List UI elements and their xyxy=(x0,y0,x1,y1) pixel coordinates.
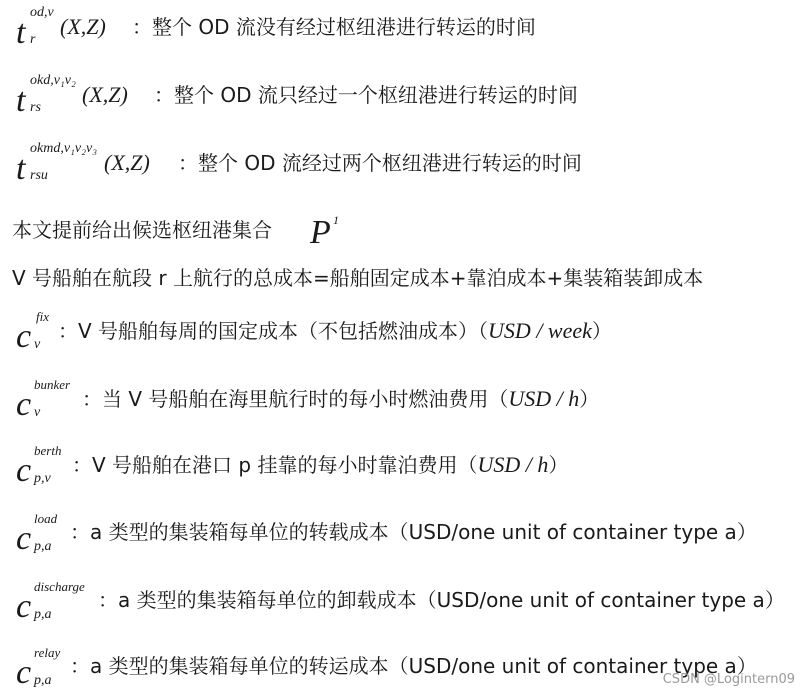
time-var-sup: od,v xyxy=(30,5,54,20)
cost-var-sub: p,a xyxy=(34,673,52,688)
cost-var-sub: v xyxy=(34,337,41,352)
time-var-sup: okd,v₁v₂ xyxy=(30,73,76,88)
cost-var-desc-text: ：V 号船舶每周的国定成本（不包括燃油成本）（ xyxy=(58,319,489,343)
total-cost-line: V 号船舶在航段 r 上航行的总成本=船舶固定成本+靠泊成本+集装箱装卸成本 xyxy=(12,266,704,290)
time-var-desc: ：整个 OD 流经过两个枢纽港进行转运的时间 xyxy=(178,151,582,175)
time-var-desc: ：整个 OD 流没有经过枢纽港进行转运的时间 xyxy=(132,15,536,39)
cost-var-tail: ） xyxy=(591,319,612,343)
cost-var-sup: bunker xyxy=(34,377,71,392)
cost-var-sup: discharge xyxy=(34,579,85,594)
cost-var-sub: v xyxy=(34,405,41,420)
time-var-args: (X,Z) xyxy=(104,150,150,175)
time-var-sup: okmd,v₁v₂v₃ xyxy=(30,141,98,156)
time-var-desc: ：整个 OD 流只经过一个枢纽港进行转运的时间 xyxy=(154,83,578,107)
cost-var-sup: berth xyxy=(34,443,62,458)
cost-var-sup: load xyxy=(34,511,58,526)
time-var-base: t xyxy=(16,82,26,119)
cost-var-unit: USD / h xyxy=(508,386,580,411)
cost-var-base: c xyxy=(16,588,32,625)
cost-var-desc-text: ：V 号船舶在港口 p 挂靠的每小时靠泊费用（ xyxy=(72,453,478,477)
time-var-args: (X,Z) xyxy=(60,14,106,39)
cost-var-base: c xyxy=(16,318,32,355)
cost-var-tail: ） xyxy=(548,453,569,477)
time-var-sub: r xyxy=(30,32,36,47)
hub-set-symbol: P xyxy=(310,214,331,251)
cost-var-desc xyxy=(82,388,599,410)
cost-var-sup: relay xyxy=(34,645,61,660)
time-var-sub: rsu xyxy=(30,168,48,183)
cost-var-desc: ：a 类型的集装箱每单位的转运成本（USD/one unit of container type a） xyxy=(70,654,757,678)
cost-var-desc: ：a 类型的集装箱每单位的转载成本（USD/one unit of container type a） xyxy=(70,520,757,544)
cost-var-sup: fix xyxy=(36,309,49,324)
time-var-base: t xyxy=(16,150,26,187)
cost-var-base: c xyxy=(16,520,32,557)
cost-var-tail: ） xyxy=(579,387,600,411)
cost-var-unit: USD / h xyxy=(477,452,549,477)
cost-var-base: c xyxy=(16,654,32,691)
cost-var-sub: p,v xyxy=(34,471,51,486)
cost-var-desc: ：a 类型的集装箱每单位的卸载成本（USD/one unit of container type a） xyxy=(98,588,785,612)
hub-set-text: 本文提前给出候选枢纽港集合 xyxy=(12,218,272,242)
cost-var-desc xyxy=(72,454,568,476)
cost-var-base: c xyxy=(16,452,32,489)
time-var-args: (X,Z) xyxy=(82,82,128,107)
cost-var-desc xyxy=(58,320,612,342)
cost-var-sub: p,a xyxy=(34,607,52,622)
cost-var-base: c xyxy=(16,386,32,423)
csdn-watermark: CSDN @Logintern09 xyxy=(662,672,795,687)
time-var-base: t xyxy=(16,14,26,51)
cost-var-unit: USD / week xyxy=(488,318,592,343)
time-var-sub: rs xyxy=(30,100,41,115)
cost-var-desc-text: ：当 V 号船舶在海里航行时的每小时燃油费用（ xyxy=(82,387,509,411)
cost-var-sub: p,a xyxy=(34,539,52,554)
hub-set-sup: 1 xyxy=(333,213,339,227)
